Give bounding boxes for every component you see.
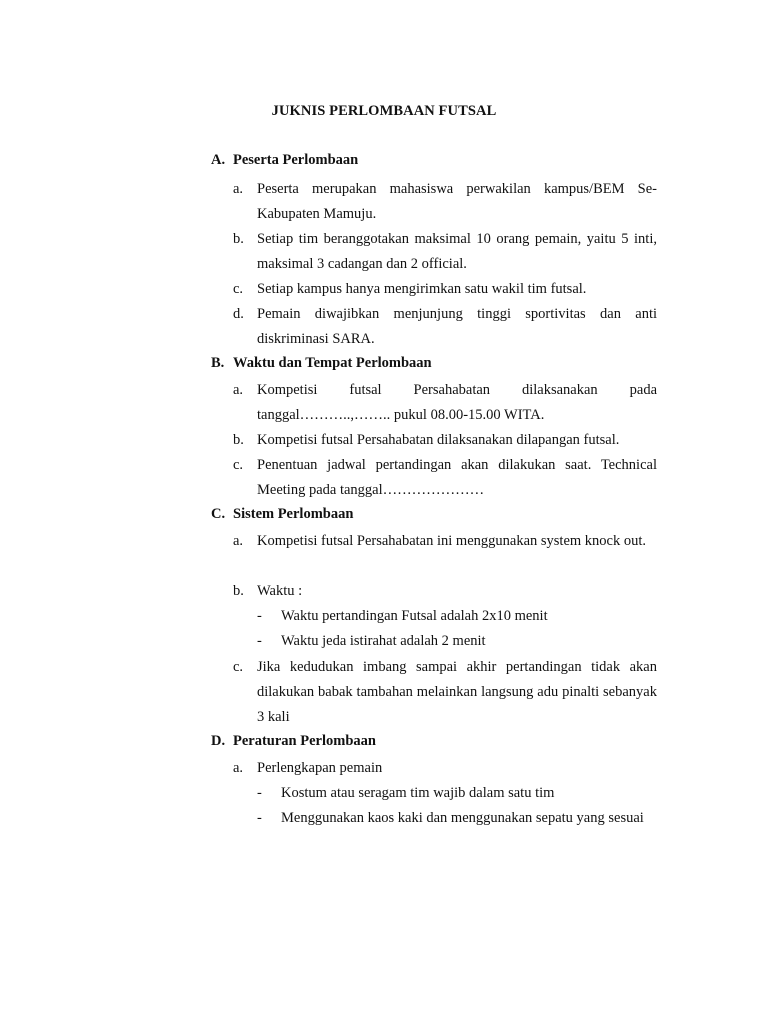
sub-list-item: - Kostum atau seragam tim wajib dalam satu tim — [257, 785, 555, 801]
section-b-title: B. Waktu dan Tempat Perlombaan — [211, 355, 432, 371]
list-item: b. Kompetisi futsal Persahabatan dilaksanakan dilapangan futsal. — [233, 432, 620, 448]
section-d-title: D. Peraturan Perlombaan — [211, 733, 376, 749]
list-item: a. Peserta merupakan mahasiswa perwakilan kampus/BEM Se-Kabupaten Mamuju. — [233, 181, 657, 222]
list-item: b. Waktu : — [233, 583, 303, 599]
list-item: d. Pemain diwajibkan menjunjung tinggi sportivitas dan anti diskriminasi SARA. — [233, 306, 657, 347]
list-item: a. Kompetisi futsal Persahabatan ini menggunakan system knock out. — [233, 533, 647, 549]
sub-list-item: - Waktu pertandingan Futsal adalah 2x10 menit — [257, 608, 548, 624]
list-item: b. Setiap tim beranggotakan maksimal 10 orang pemain, yaitu 5 inti, maksimal 3 cadangan dan 2 official. — [233, 231, 657, 272]
sub-list-item: - Menggunakan kaos kaki dan menggunakan sepatu yang sesuai — [257, 810, 644, 826]
list-item: c. Setiap kampus hanya mengirimkan satu wakil tim futsal. — [233, 281, 587, 297]
document-title: JUKNIS PERLOMBAAN FUTSAL — [271, 103, 497, 119]
section-a-title: A. Peserta Perlombaan — [211, 152, 359, 168]
section-c-title: C. Sistem Perlombaan — [211, 506, 354, 522]
list-item: c. Penentuan jadwal pertandingan akan dilakukan saat. Technical Meeting pada tanggal………………… — [233, 457, 657, 498]
list-item: a. Perlengkapan pemain — [233, 760, 383, 776]
sub-list-item: - Waktu jeda istirahat adalah 2 menit — [257, 633, 486, 649]
list-item: c. Jika kedudukan imbang sampai akhir pertandingan tidak akan dilakukan babak tambahan melainkan langsung adu pinalti sebanyak 3 kali — [233, 659, 657, 725]
list-item: a. Kompetisi futsal Persahabatan dilaksanakan pada tanggal………..,…….. pukul 08.00-15.00 WITA. — [233, 382, 657, 423]
